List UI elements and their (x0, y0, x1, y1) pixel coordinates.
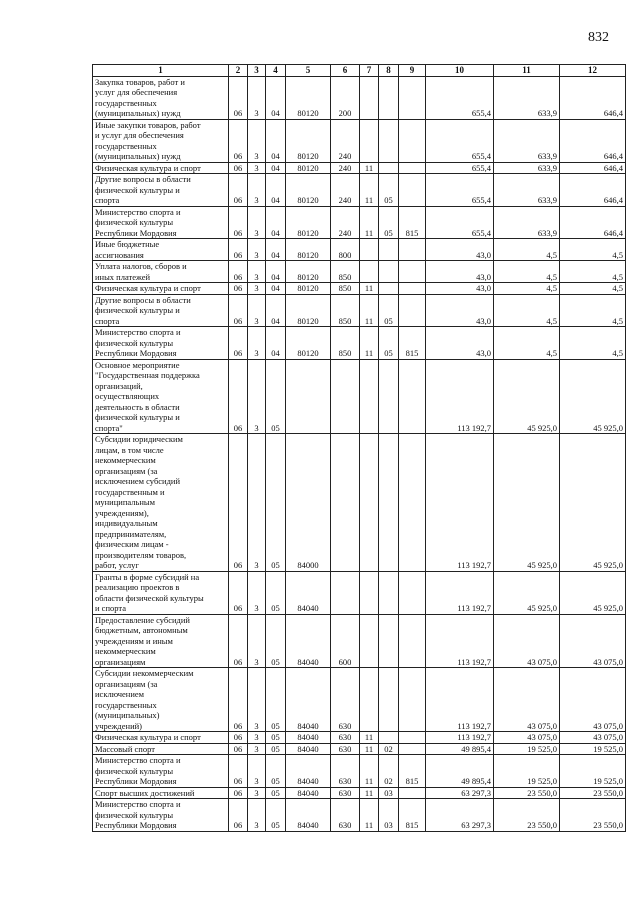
table-row (93, 668, 626, 732)
code-cell: 80120 (286, 294, 331, 327)
code-cell (360, 261, 379, 283)
column-header: 7 (360, 65, 379, 77)
row-name-cell: Министерство спорта и физической культуры Республики Мордовия (93, 327, 229, 360)
code-cell: 3 (248, 283, 266, 295)
code-cell: 05 (266, 799, 286, 832)
code-cell: 3 (248, 668, 266, 732)
code-cell: 3 (248, 119, 266, 162)
amount-cell: 43 075,0 (560, 614, 626, 668)
code-cell: 630 (331, 732, 360, 744)
budget-table (92, 64, 626, 832)
table-body (93, 76, 626, 831)
code-cell: 02 (379, 755, 399, 788)
code-cell (331, 571, 360, 614)
code-cell (399, 162, 426, 174)
code-cell: 05 (379, 206, 399, 239)
code-cell (399, 668, 426, 732)
code-cell (399, 283, 426, 295)
code-cell: 06 (229, 119, 248, 162)
column-header: 9 (399, 65, 426, 77)
column-header: 2 (229, 65, 248, 77)
code-cell: 05 (379, 327, 399, 360)
code-cell: 03 (379, 799, 399, 832)
code-cell: 80120 (286, 239, 331, 261)
code-cell: 80120 (286, 119, 331, 162)
code-cell: 11 (360, 799, 379, 832)
amount-cell: 19 525,0 (494, 755, 560, 788)
row-name-cell: Другие вопросы в области физической культуры и спорта (93, 294, 229, 327)
amount-cell: 49 895,4 (426, 755, 494, 788)
code-cell (379, 434, 399, 572)
code-cell: 80120 (286, 283, 331, 295)
amount-cell: 43,0 (426, 239, 494, 261)
code-cell: 04 (266, 162, 286, 174)
amount-cell: 4,5 (494, 239, 560, 261)
code-cell: 05 (266, 668, 286, 732)
code-cell: 3 (248, 799, 266, 832)
row-name-cell: Гранты в форме субсидий на реализацию проектов в области физической культуры и спорта (93, 571, 229, 614)
header-row (93, 65, 626, 77)
table-row (93, 787, 626, 799)
code-cell: 05 (266, 755, 286, 788)
code-cell: 06 (229, 261, 248, 283)
code-cell: 630 (331, 799, 360, 832)
amount-cell: 113 192,7 (426, 732, 494, 744)
row-name-cell: Министерство спорта и физической культуры Республики Мордовия (93, 755, 229, 788)
code-cell: 05 (266, 614, 286, 668)
code-cell: 04 (266, 76, 286, 119)
code-cell (360, 76, 379, 119)
column-header: 4 (266, 65, 286, 77)
code-cell (379, 119, 399, 162)
code-cell (379, 261, 399, 283)
code-cell: 815 (399, 206, 426, 239)
table-row (93, 743, 626, 755)
table-row (93, 119, 626, 162)
code-cell: 11 (360, 743, 379, 755)
amount-cell: 655,4 (426, 206, 494, 239)
amount-cell: 43,0 (426, 261, 494, 283)
code-cell: 3 (248, 732, 266, 744)
code-cell (399, 76, 426, 119)
table-row (93, 359, 626, 434)
code-cell: 05 (266, 787, 286, 799)
code-cell: 80120 (286, 327, 331, 360)
code-cell: 06 (229, 614, 248, 668)
code-cell: 11 (360, 327, 379, 360)
code-cell: 850 (331, 327, 360, 360)
code-cell (379, 162, 399, 174)
amount-cell: 43 075,0 (560, 732, 626, 744)
row-name-cell: Физическая культура и спорт (93, 283, 229, 295)
amount-cell: 4,5 (560, 327, 626, 360)
code-cell: 11 (360, 206, 379, 239)
table-row (93, 732, 626, 744)
code-cell: 3 (248, 239, 266, 261)
row-name-cell: Другие вопросы в области физической культуры и спорта (93, 174, 229, 207)
code-cell (379, 668, 399, 732)
column-header: 3 (248, 65, 266, 77)
amount-cell: 646,4 (560, 119, 626, 162)
amount-cell: 45 925,0 (494, 571, 560, 614)
code-cell (360, 434, 379, 572)
amount-cell: 63 297,3 (426, 799, 494, 832)
code-cell (379, 732, 399, 744)
code-cell: 3 (248, 327, 266, 360)
amount-cell: 655,4 (426, 162, 494, 174)
code-cell: 06 (229, 239, 248, 261)
code-cell: 11 (360, 294, 379, 327)
amount-cell: 646,4 (560, 76, 626, 119)
code-cell: 3 (248, 261, 266, 283)
amount-cell: 19 525,0 (494, 743, 560, 755)
code-cell (399, 571, 426, 614)
table-row (93, 283, 626, 295)
code-cell (399, 119, 426, 162)
code-cell: 84040 (286, 571, 331, 614)
amount-cell: 646,4 (560, 206, 626, 239)
code-cell: 06 (229, 755, 248, 788)
code-cell: 84040 (286, 799, 331, 832)
code-cell: 240 (331, 206, 360, 239)
row-name-cell: Спорт высших достижений (93, 787, 229, 799)
code-cell: 240 (331, 174, 360, 207)
code-cell: 630 (331, 668, 360, 732)
amount-cell: 113 192,7 (426, 668, 494, 732)
code-cell: 06 (229, 294, 248, 327)
code-cell: 815 (399, 755, 426, 788)
code-cell (286, 359, 331, 434)
code-cell: 04 (266, 119, 286, 162)
code-cell: 05 (266, 732, 286, 744)
table-row (93, 434, 626, 572)
row-name-cell: Уплата налогов, сборов и иных платежей (93, 261, 229, 283)
code-cell (399, 261, 426, 283)
amount-cell: 43,0 (426, 283, 494, 295)
code-cell: 3 (248, 743, 266, 755)
amount-cell: 23 550,0 (494, 787, 560, 799)
code-cell: 200 (331, 76, 360, 119)
code-cell: 3 (248, 787, 266, 799)
amount-cell: 43,0 (426, 327, 494, 360)
code-cell: 11 (360, 174, 379, 207)
code-cell: 06 (229, 799, 248, 832)
code-cell (360, 668, 379, 732)
row-name-cell: Массовый спорт (93, 743, 229, 755)
amount-cell: 19 525,0 (560, 743, 626, 755)
code-cell: 3 (248, 614, 266, 668)
amount-cell: 43,0 (426, 294, 494, 327)
amount-cell: 43 075,0 (494, 732, 560, 744)
amount-cell: 45 925,0 (560, 571, 626, 614)
column-header: 6 (331, 65, 360, 77)
amount-cell: 49 895,4 (426, 743, 494, 755)
code-cell: 02 (379, 743, 399, 755)
row-name-cell: Субсидии некоммерческим организациям (за исключением государственных (муниципальных) учреждений) (93, 668, 229, 732)
amount-cell: 655,4 (426, 174, 494, 207)
amount-cell: 45 925,0 (494, 434, 560, 572)
code-cell (379, 239, 399, 261)
code-cell: 06 (229, 327, 248, 360)
code-cell: 240 (331, 119, 360, 162)
amount-cell: 4,5 (560, 294, 626, 327)
code-cell: 84040 (286, 755, 331, 788)
table-row (93, 206, 626, 239)
table-row (93, 76, 626, 119)
table-row (93, 755, 626, 788)
code-cell (379, 283, 399, 295)
row-name-cell: Министерство спорта и физической культуры Республики Мордовия (93, 799, 229, 832)
row-name-cell: Основное мероприятие "Государственная поддержка организаций, осуществляющих деятельность в области физической культуры и спорта" (93, 359, 229, 434)
code-cell (399, 732, 426, 744)
amount-cell: 113 192,7 (426, 359, 494, 434)
row-name-cell: Иные закупки товаров, работ и услуг для обеспечения государственных (муниципальных) нужд (93, 119, 229, 162)
code-cell: 80120 (286, 174, 331, 207)
table-row (93, 614, 626, 668)
row-name-cell: Министерство спорта и физической культуры Республики Мордовия (93, 206, 229, 239)
code-cell: 80120 (286, 76, 331, 119)
code-cell: 850 (331, 283, 360, 295)
code-cell: 06 (229, 359, 248, 434)
table-row (93, 571, 626, 614)
amount-cell: 23 550,0 (560, 799, 626, 832)
code-cell: 3 (248, 294, 266, 327)
code-cell (379, 571, 399, 614)
code-cell (379, 359, 399, 434)
amount-cell: 633,9 (494, 119, 560, 162)
code-cell: 04 (266, 283, 286, 295)
amount-cell: 113 192,7 (426, 614, 494, 668)
code-cell: 815 (399, 799, 426, 832)
code-cell: 850 (331, 294, 360, 327)
amount-cell: 4,5 (494, 283, 560, 295)
code-cell: 06 (229, 787, 248, 799)
code-cell: 03 (379, 787, 399, 799)
code-cell: 3 (248, 359, 266, 434)
code-cell (360, 614, 379, 668)
code-cell: 240 (331, 162, 360, 174)
code-cell: 04 (266, 239, 286, 261)
column-header: 10 (426, 65, 494, 77)
code-cell: 04 (266, 294, 286, 327)
code-cell: 05 (379, 174, 399, 207)
code-cell: 06 (229, 668, 248, 732)
column-header: 12 (560, 65, 626, 77)
amount-cell: 655,4 (426, 76, 494, 119)
code-cell: 05 (266, 434, 286, 572)
amount-cell: 45 925,0 (494, 359, 560, 434)
code-cell: 600 (331, 614, 360, 668)
amount-cell: 63 297,3 (426, 787, 494, 799)
code-cell: 05 (266, 743, 286, 755)
page-number: 832 (588, 30, 609, 45)
amount-cell: 43 075,0 (494, 668, 560, 732)
amount-cell: 4,5 (560, 283, 626, 295)
code-cell: 3 (248, 434, 266, 572)
code-cell: 11 (360, 755, 379, 788)
code-cell (379, 614, 399, 668)
code-cell: 04 (266, 327, 286, 360)
code-cell: 3 (248, 174, 266, 207)
code-cell (399, 294, 426, 327)
row-name-cell: Иные бюджетные ассигнования (93, 239, 229, 261)
amount-cell: 4,5 (560, 239, 626, 261)
amount-cell: 4,5 (494, 327, 560, 360)
code-cell (399, 743, 426, 755)
code-cell (399, 359, 426, 434)
code-cell (399, 434, 426, 572)
amount-cell: 633,9 (494, 174, 560, 207)
code-cell: 06 (229, 206, 248, 239)
amount-cell: 113 192,7 (426, 571, 494, 614)
code-cell: 630 (331, 743, 360, 755)
amount-cell: 633,9 (494, 162, 560, 174)
code-cell: 84040 (286, 614, 331, 668)
code-cell (399, 787, 426, 799)
table-row (93, 261, 626, 283)
code-cell (399, 614, 426, 668)
amount-cell: 45 925,0 (560, 434, 626, 572)
amount-cell: 23 550,0 (494, 799, 560, 832)
code-cell (360, 119, 379, 162)
amount-cell: 646,4 (560, 174, 626, 207)
code-cell: 05 (266, 359, 286, 434)
code-cell: 800 (331, 239, 360, 261)
code-cell: 3 (248, 76, 266, 119)
amount-cell: 655,4 (426, 119, 494, 162)
code-cell: 3 (248, 162, 266, 174)
code-cell: 3 (248, 571, 266, 614)
row-name-cell: Физическая культура и спорт (93, 732, 229, 744)
table-row (93, 294, 626, 327)
column-header: 11 (494, 65, 560, 77)
column-header: 8 (379, 65, 399, 77)
amount-cell: 633,9 (494, 206, 560, 239)
code-cell: 06 (229, 76, 248, 119)
code-cell: 06 (229, 283, 248, 295)
amount-cell: 19 525,0 (560, 755, 626, 788)
code-cell (399, 239, 426, 261)
code-cell (360, 239, 379, 261)
row-name-cell: Предоставление субсидий бюджетным, автономным учреждениям и иным некоммерческим организациям (93, 614, 229, 668)
table-row (93, 162, 626, 174)
code-cell: 06 (229, 732, 248, 744)
code-cell: 630 (331, 755, 360, 788)
code-cell: 84040 (286, 732, 331, 744)
row-name-cell: Субсидии юридическим лицам, в том числе некоммерческим организациям (за исключением субсидий государственным и муниципальным учреждениям), индивидуальным предпринимателям, физическим лицам - производителям товаров, работ, услуг (93, 434, 229, 572)
code-cell: 11 (360, 162, 379, 174)
row-name-cell: Закупка товаров, работ и услуг для обеспечения государственных (муниципальных) нужд (93, 76, 229, 119)
amount-cell: 633,9 (494, 76, 560, 119)
row-name-cell: Физическая культура и спорт (93, 162, 229, 174)
code-cell: 04 (266, 261, 286, 283)
code-cell: 3 (248, 755, 266, 788)
code-cell: 815 (399, 327, 426, 360)
code-cell (331, 434, 360, 572)
code-cell: 06 (229, 571, 248, 614)
amount-cell: 113 192,7 (426, 434, 494, 572)
table-row (93, 799, 626, 832)
code-cell: 04 (266, 174, 286, 207)
table-row (93, 327, 626, 360)
table-row (93, 239, 626, 261)
column-header: 5 (286, 65, 331, 77)
amount-cell: 4,5 (494, 294, 560, 327)
code-cell (331, 359, 360, 434)
code-cell: 11 (360, 787, 379, 799)
code-cell: 84040 (286, 668, 331, 732)
code-cell: 630 (331, 787, 360, 799)
code-cell (379, 76, 399, 119)
amount-cell: 4,5 (560, 261, 626, 283)
column-header: 1 (93, 65, 229, 77)
code-cell: 06 (229, 174, 248, 207)
code-cell: 06 (229, 162, 248, 174)
amount-cell: 646,4 (560, 162, 626, 174)
amount-cell: 4,5 (494, 261, 560, 283)
code-cell: 84040 (286, 743, 331, 755)
amount-cell: 43 075,0 (494, 614, 560, 668)
code-cell (360, 571, 379, 614)
code-cell: 11 (360, 732, 379, 744)
code-cell: 06 (229, 434, 248, 572)
code-cell: 05 (379, 294, 399, 327)
code-cell: 06 (229, 743, 248, 755)
code-cell: 80120 (286, 206, 331, 239)
amount-cell: 43 075,0 (560, 668, 626, 732)
code-cell: 05 (266, 571, 286, 614)
code-cell: 84040 (286, 787, 331, 799)
code-cell (360, 359, 379, 434)
code-cell: 84000 (286, 434, 331, 572)
code-cell (399, 174, 426, 207)
code-cell: 80120 (286, 162, 331, 174)
code-cell: 3 (248, 206, 266, 239)
code-cell: 80120 (286, 261, 331, 283)
code-cell: 04 (266, 206, 286, 239)
code-cell: 850 (331, 261, 360, 283)
code-cell: 11 (360, 283, 379, 295)
table-row (93, 174, 626, 207)
amount-cell: 45 925,0 (560, 359, 626, 434)
amount-cell: 23 550,0 (560, 787, 626, 799)
